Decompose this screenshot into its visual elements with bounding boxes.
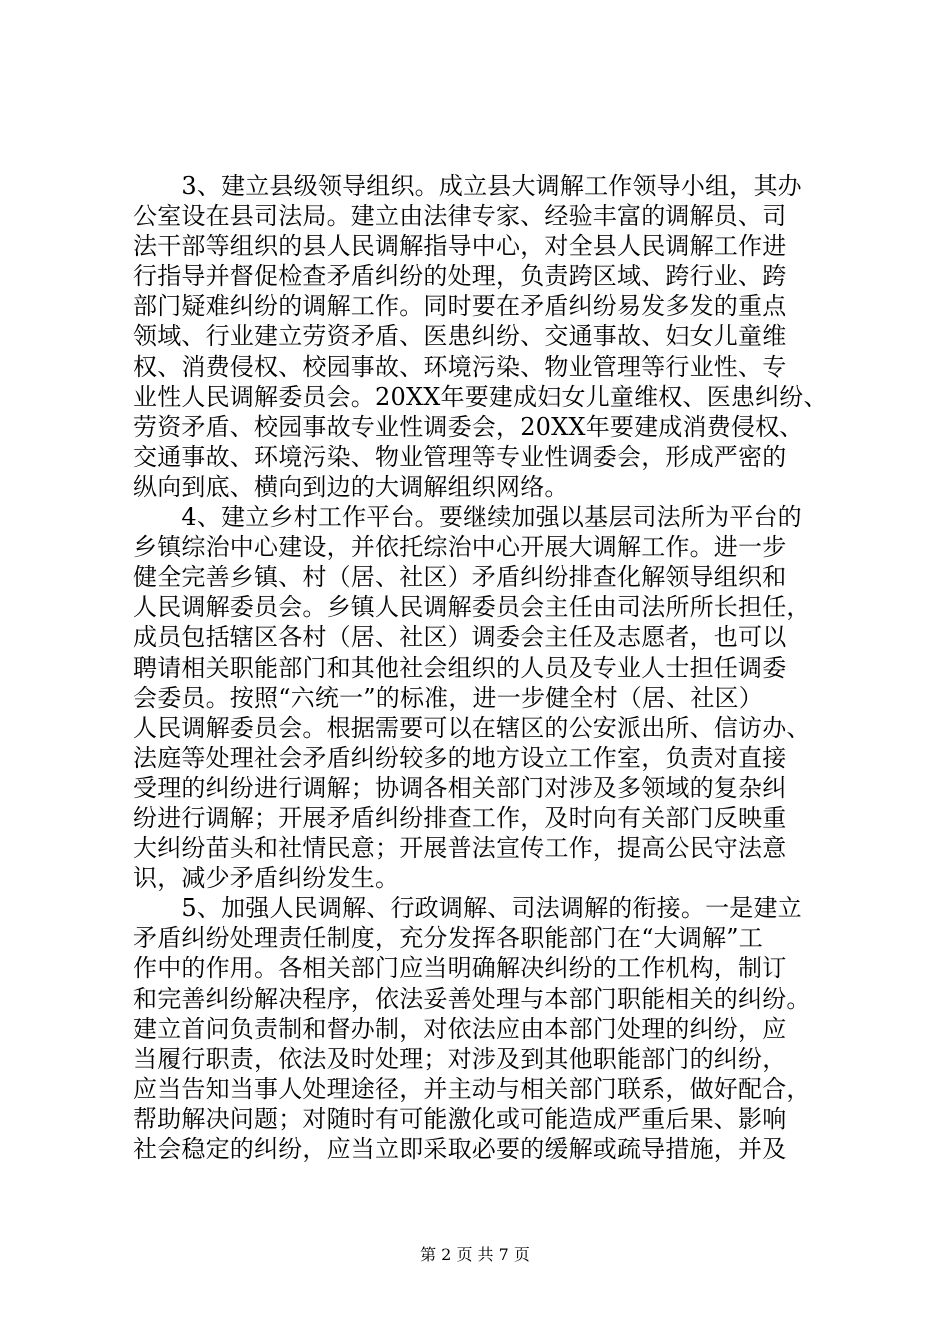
text-line: 当履行职责，依法及时处理；对涉及到其他职能部门的纠纷，: [133, 1044, 787, 1073]
text-line: 法干部等组织的县人民调解指导中心，对全县人民调解工作进: [133, 232, 787, 261]
text-line: 应当告知当事人处理途径，并主动与相关部门联系，做好配合，: [133, 1074, 811, 1103]
text-line: 乡镇综治中心建设，并依托综治中心开展大调解工作。进一步: [133, 533, 787, 562]
text-line: 识，减少矛盾纠纷发生。: [133, 864, 400, 893]
text-line: 健全完善乡镇、村（居、社区）矛盾纠纷排查化解领导组织和: [133, 563, 787, 592]
text-line: 社会稳定的纠纷，应当立即采取必要的缓解或疏导措施，并及: [133, 1135, 787, 1163]
text-line: 领域、行业建立劳资矛盾、医患纠纷、交通事故、妇女儿童维: [133, 322, 787, 351]
text-line: 人民调解委员会。乡镇人民调解委员会主任由司法所所长担任，: [133, 593, 811, 622]
paragraph-5: [133, 893, 853, 1164]
text-line: 公室设在县司法局。建立由法律专家、经验丰富的调解员、司: [133, 202, 787, 231]
paragraph-3: [133, 171, 853, 502]
paragraph-4: [133, 502, 853, 893]
text-line: 作中的作用。各相关部门应当明确解决纠纷的工作机构，制订: [133, 954, 787, 983]
text-line: 建立首问负责制和督办制，对依法应由本部门处理的纠纷，应: [133, 1014, 787, 1043]
text-line: 权、消费侵权、校园事故、环境污染、物业管理等行业性、专: [133, 352, 787, 381]
text-line: 纷进行调解；开展矛盾纠纷排查工作，及时向有关部门反映重: [133, 803, 787, 832]
text-line: 人民调解委员会。根据需要可以在辖区的公安派出所、信访办、: [133, 713, 811, 742]
text-line: 大纠纷苗头和社情民意；开展普法宣传工作，提高公民守法意: [133, 834, 787, 863]
text-line: 行指导并督促检查矛盾纠纷的处理，负责跨区域、跨行业、跨: [133, 262, 787, 291]
text-line: 劳资矛盾、校园事故专业性调委会，20XX年要建成消费侵权、: [133, 412, 804, 441]
text-line: 聘请相关职能部门和其他社会组织的人员及专业人士担任调委: [133, 653, 787, 682]
text-line: 3、建立县级领导组织。成立县大调解工作领导小组，其办: [133, 172, 802, 200]
text-line: 部门疑难纠纷的调解工作。同时要在矛盾纠纷易发多发的重点: [133, 292, 787, 321]
document-body: [133, 171, 853, 1164]
text-line: 矛盾纠纷处理责任制度，充分发挥各职能部门在“大调解”工: [133, 924, 763, 953]
text-line: 帮助解决问题；对随时有可能激化或可能造成严重后果、影响: [133, 1104, 787, 1133]
text-line: 纵向到底、横向到边的大调解组织网络。: [133, 472, 569, 501]
text-line: 业性人民调解委员会。20XX年要建成妇女儿童维权、医患纠纷、: [133, 382, 828, 411]
text-line: 5、加强人民调解、行政调解、司法调解的衔接。一是建立: [133, 894, 802, 923]
text-line: 交通事故、环境污染、物业管理等专业性调委会，形成严密的: [133, 442, 787, 471]
text-line: 和完善纠纷解决程序，依法妥善处理与本部门职能相关的纠纷。: [133, 984, 811, 1013]
text-line: 法庭等处理社会矛盾纠纷较多的地方设立工作室，负责对直接: [133, 743, 787, 772]
text-line: 4、建立乡村工作平台。要继续加强以基层司法所为平台的: [133, 503, 802, 532]
page-number-footer: 第 2 页 共 7 页: [420, 1245, 530, 1264]
text-line: 成员包括辖区各村（居、社区）调委会主任及志愿者，也可以: [133, 623, 787, 652]
text-line: 受理的纠纷进行调解；协调各相关部门对涉及多领域的复杂纠: [133, 773, 787, 802]
text-line: 会委员。按照“六统一”的标准，进一步健全村（居、社区）: [133, 683, 763, 712]
